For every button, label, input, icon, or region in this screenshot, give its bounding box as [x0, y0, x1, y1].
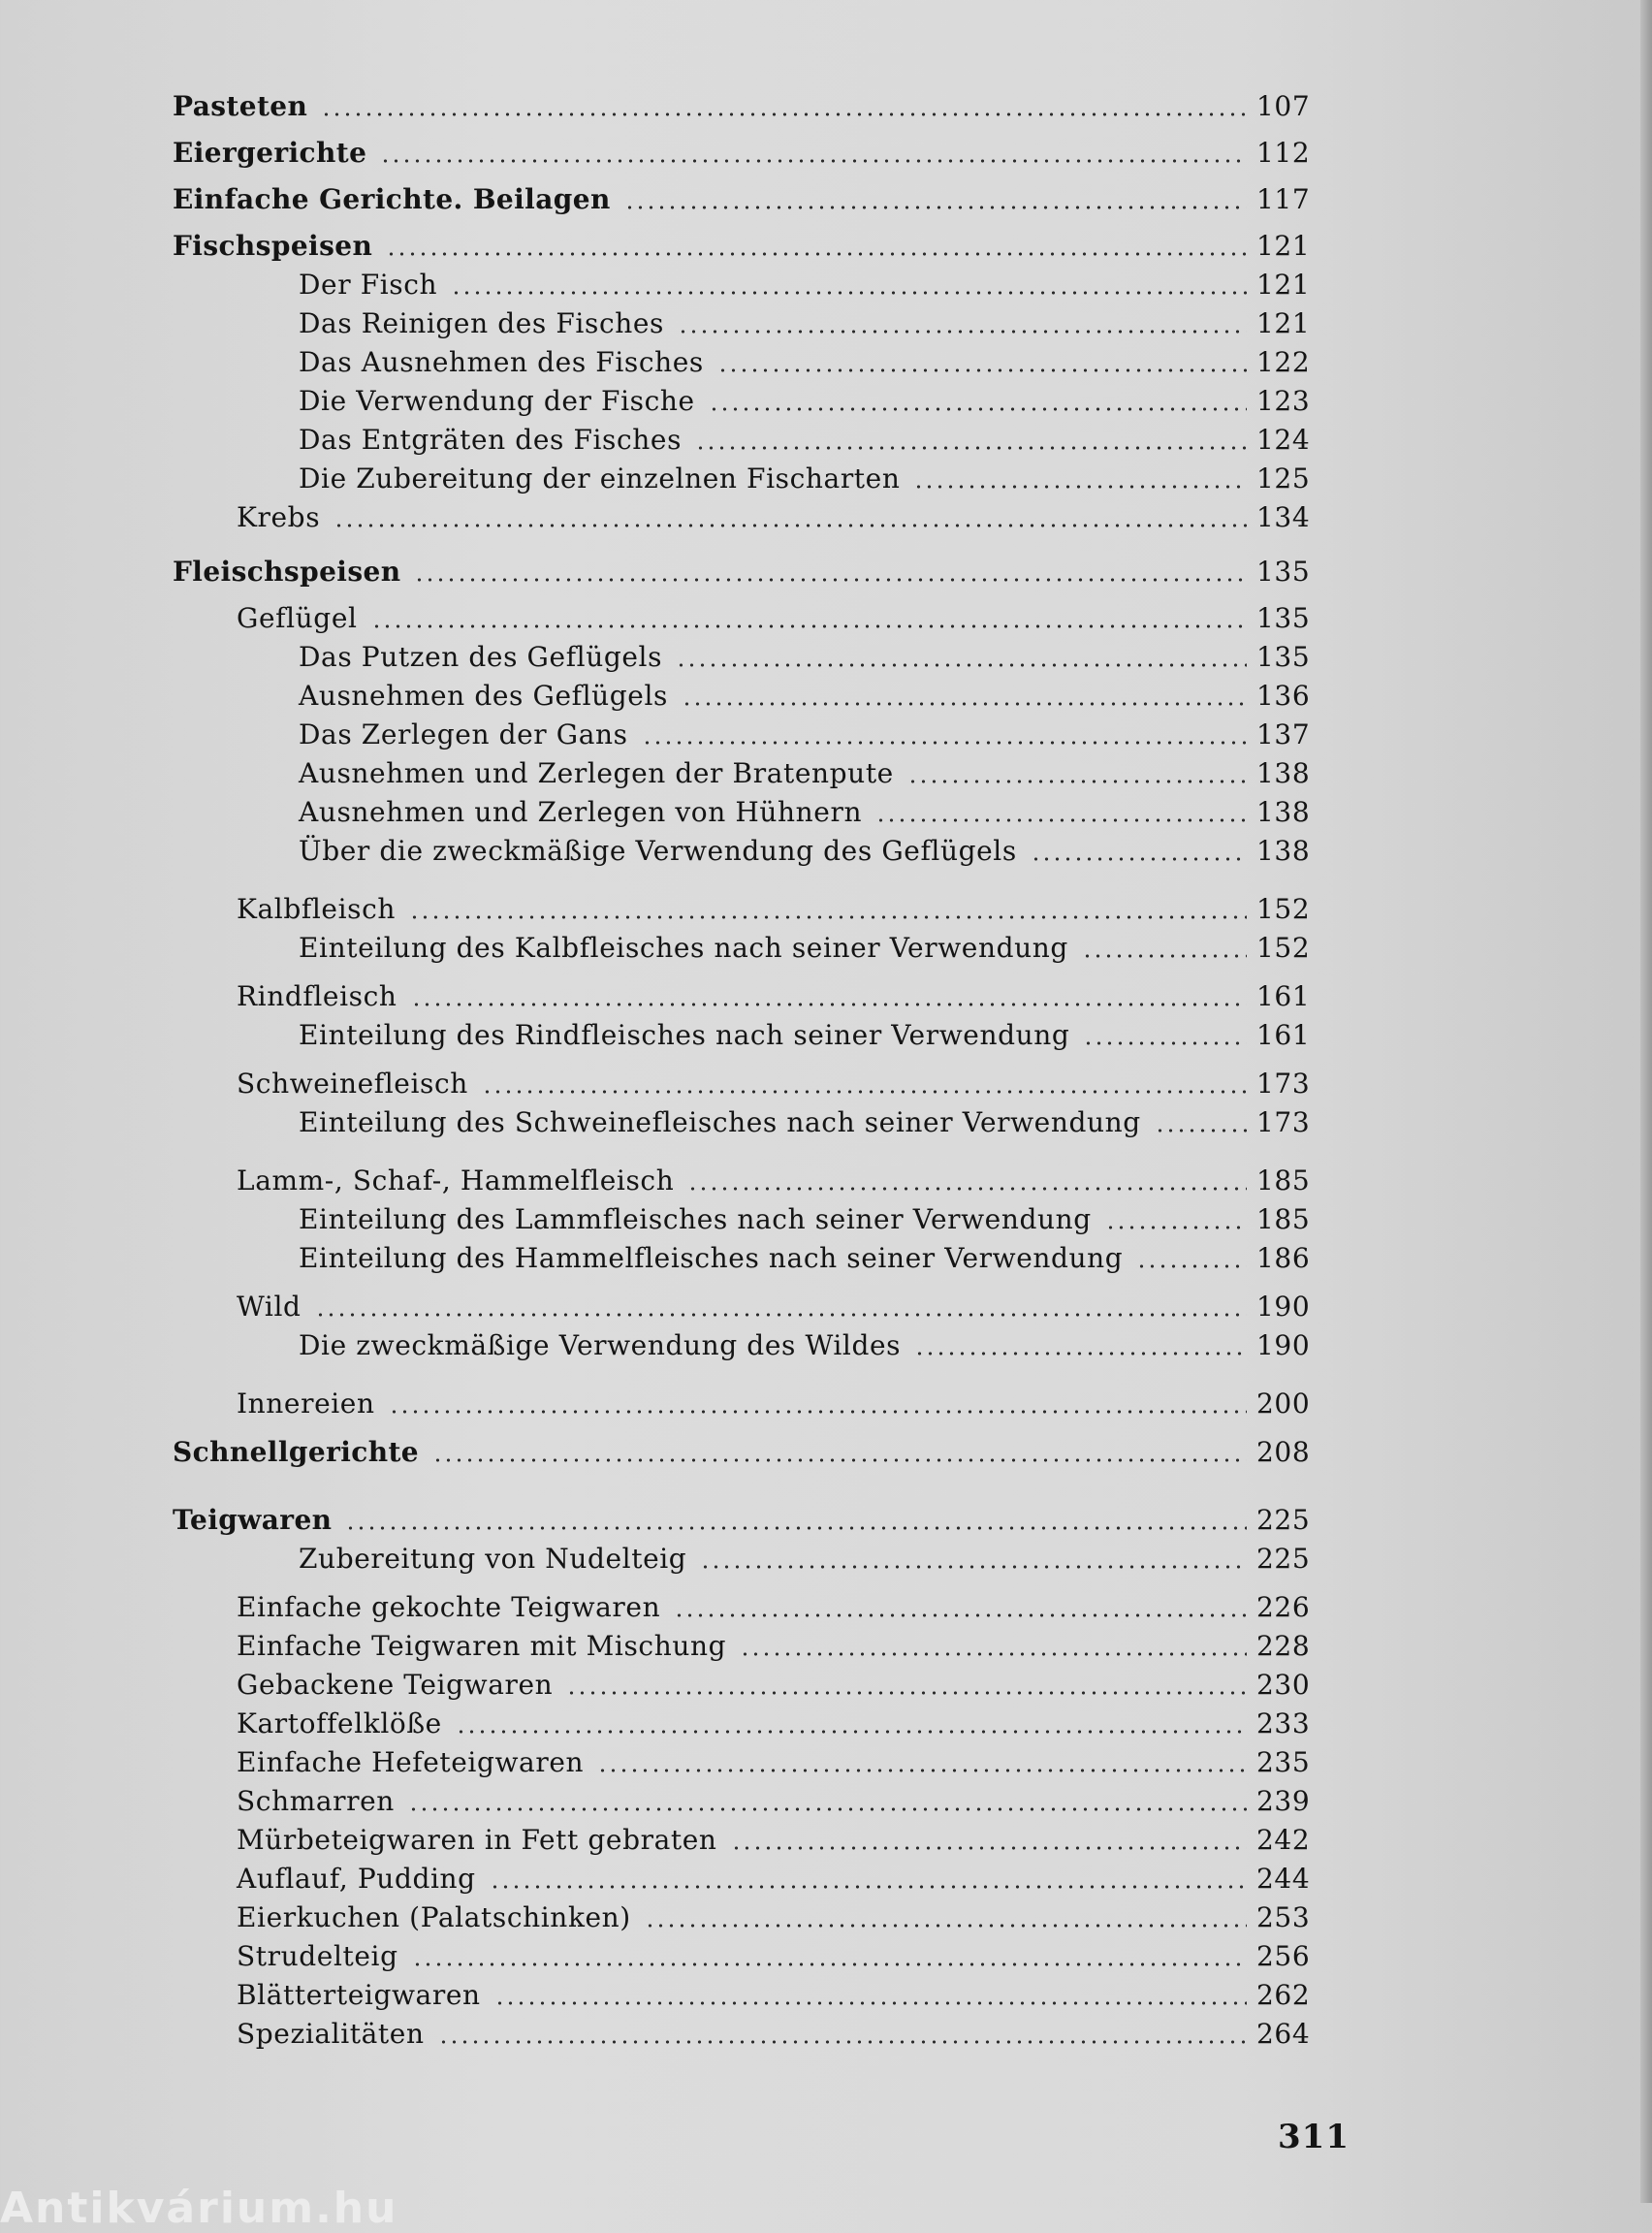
toc-entry — [173, 543, 1317, 586]
toc-entry-page: 134 — [1256, 501, 1311, 533]
toc-entry — [299, 1006, 1317, 1049]
toc-entry-title: Einfache Gerichte. Beilagen — [173, 183, 611, 215]
toc-entry-page: 136 — [1256, 680, 1311, 712]
toc-entry-page: 135 — [1256, 602, 1311, 634]
toc-entry-title: Das Reinigen des Fisches — [299, 307, 665, 339]
toc-entry — [299, 706, 1317, 749]
toc-entry — [237, 1850, 1317, 1893]
toc-entry-page: 228 — [1256, 1630, 1311, 1662]
dot-leader — [624, 206, 1247, 209]
toc-entry — [237, 1656, 1317, 1699]
toc-entry-page: 264 — [1256, 2018, 1311, 2050]
toc-entry-page: 117 — [1256, 183, 1311, 215]
page-number: 311 — [1278, 2118, 1350, 2156]
toc-entry — [299, 783, 1317, 826]
toc-entry — [299, 1229, 1317, 1272]
dot-leader — [334, 524, 1247, 527]
toc-entry — [299, 822, 1317, 865]
toc-entry-page: 239 — [1256, 1785, 1311, 1817]
toc-entry-title: Ausnehmen und Zerlegen von Hühnern — [299, 796, 863, 828]
toc-entry — [237, 1152, 1317, 1195]
toc-entry — [237, 1734, 1317, 1776]
toc-entry-page: 138 — [1256, 835, 1311, 867]
toc-entry-page: 138 — [1256, 796, 1311, 828]
toc-entry-title: Teigwaren — [173, 1504, 333, 1536]
toc-entry-title: Das Ausnehmen des Fisches — [299, 346, 704, 378]
toc-entry — [299, 1191, 1317, 1233]
toc-entry-page: 173 — [1256, 1106, 1311, 1138]
toc-entry-title: Das Zerlegen der Gans — [299, 718, 628, 750]
toc-entry-title: Das Putzen des Geflügels — [299, 641, 663, 673]
toc-entry-page: 138 — [1256, 757, 1311, 789]
toc-entry-page: 121 — [1256, 307, 1311, 339]
dot-leader — [380, 159, 1247, 163]
toc-entry-page: 185 — [1256, 1203, 1311, 1235]
toc-entry — [299, 745, 1317, 787]
toc-entry — [173, 124, 1317, 167]
page-edge-shadow — [1640, 0, 1652, 2203]
dot-leader — [700, 1565, 1247, 1569]
toc-entry-page: 225 — [1256, 1543, 1311, 1575]
toc-entry-title: Einteilung des Schweinefleisches nach seiner Verwendung — [299, 1106, 1141, 1138]
toc-entry-title: Einteilung des Rindfleisches nach seiner Verwendung — [299, 1019, 1070, 1051]
toc-entry-title: Kartoffelklöße — [237, 1707, 442, 1739]
toc-entry — [299, 1317, 1317, 1359]
toc-entry-page: 230 — [1256, 1669, 1311, 1701]
toc-entry-page: 152 — [1256, 932, 1311, 964]
toc-entry-title: Mürbeteigwaren in Fett gebraten — [237, 1824, 717, 1856]
toc-entry-title: Kalbfleisch — [237, 893, 397, 925]
toc-entry — [173, 217, 1317, 260]
toc-entry-page: 122 — [1256, 346, 1311, 378]
toc-entry-page: 121 — [1256, 269, 1311, 301]
toc-entry-title: Die Zubereitung der einzelnen Fischarten — [299, 463, 901, 494]
toc-entry — [299, 667, 1317, 710]
toc-entry-page: 161 — [1256, 980, 1311, 1012]
toc-entry-page: 121 — [1256, 230, 1311, 262]
dot-leader — [438, 2040, 1247, 2044]
toc-entry — [237, 1055, 1317, 1098]
toc-entry — [299, 1094, 1317, 1136]
toc-entry-page: 152 — [1256, 893, 1311, 925]
toc-entry-title: Schweinefleisch — [237, 1068, 468, 1100]
dot-leader — [414, 578, 1247, 582]
toc-entry-page: 190 — [1256, 1329, 1311, 1361]
toc-entry-page: 185 — [1256, 1164, 1311, 1196]
toc-entry-title: Ausnehmen des Geflügels — [299, 680, 668, 712]
toc-entry — [237, 1278, 1317, 1321]
toc-entry-title: Eierkuchen (Palatschinken) — [237, 1901, 631, 1933]
toc-entry-title: Die zweckmäßige Verwendung des Wildes — [299, 1329, 902, 1361]
toc-entry-page: 233 — [1256, 1707, 1311, 1739]
toc-entry-page: 200 — [1256, 1388, 1311, 1420]
dot-leader — [914, 1352, 1247, 1356]
toc-entry-page: 244 — [1256, 1863, 1311, 1895]
toc-entry-page: 225 — [1256, 1504, 1311, 1536]
toc-entry-page: 235 — [1256, 1746, 1311, 1778]
toc-entry — [237, 1617, 1317, 1660]
toc-entry-title: Strudelteig — [237, 1940, 398, 1972]
toc-entry-page: 242 — [1256, 1824, 1311, 1856]
dot-leader — [1136, 1264, 1247, 1268]
toc-entry-page: 123 — [1256, 385, 1311, 417]
toc-entry-title: Spezialitäten — [237, 2018, 425, 2050]
toc-entry-title: Zubereitung von Nudelteig — [299, 1543, 687, 1575]
toc-entry — [237, 1375, 1317, 1418]
toc-entry — [299, 295, 1317, 337]
dot-leader — [1155, 1129, 1247, 1132]
toc-entry-page: 137 — [1256, 718, 1311, 750]
toc-entry-title: Geflügel — [237, 602, 358, 634]
toc-entry-page: 190 — [1256, 1291, 1311, 1323]
toc-entry — [173, 78, 1317, 120]
toc-entry — [237, 1772, 1317, 1815]
toc-entry-title: Einteilung des Hammelfleisches nach seiner Verwendung — [299, 1242, 1124, 1274]
toc-entry-title: Einteilung des Kalbfleisches nach seiner Verwendung — [299, 932, 1068, 964]
toc-entry — [299, 372, 1317, 415]
toc-entry-page: 161 — [1256, 1019, 1311, 1051]
toc-entry-title: Auflauf, Pudding — [237, 1863, 476, 1895]
toc-entry — [237, 590, 1317, 632]
toc-entry-title: Fischspeisen — [173, 230, 373, 262]
toc-entry — [299, 256, 1317, 299]
toc-entry — [299, 450, 1317, 493]
toc-entry-page: 208 — [1256, 1436, 1311, 1468]
toc-entry — [237, 1928, 1317, 1970]
dot-leader — [1083, 1041, 1247, 1045]
toc-entry-title: Rindfleisch — [237, 980, 397, 1012]
toc-entry — [237, 1811, 1317, 1854]
toc-entry — [237, 2005, 1317, 2048]
toc-entry-page: 125 — [1256, 463, 1311, 494]
toc-entry-page: 124 — [1256, 424, 1311, 456]
toc-entry-title: Eiergerichte — [173, 137, 367, 169]
toc-entry — [237, 1695, 1317, 1738]
toc-entry-title: Fleischspeisen — [173, 556, 401, 588]
toc-entry-title: Die Verwendung der Fische — [299, 385, 695, 417]
watermark: Antikvárium.hu — [0, 2184, 398, 2233]
toc-entry — [299, 334, 1317, 376]
toc-entry — [237, 1966, 1317, 2009]
toc-entry-title: Pasteten — [173, 90, 308, 122]
toc-entry-page: 112 — [1256, 137, 1311, 169]
toc-entry-title: Lamm-, Schaf-, Hammelfleisch — [237, 1164, 675, 1196]
toc-entry — [237, 880, 1317, 923]
dot-leader — [321, 112, 1247, 116]
toc-entry — [299, 1530, 1317, 1573]
toc-entry-title: Einfache Hefeteigwaren — [237, 1746, 585, 1778]
toc-entry — [299, 919, 1317, 962]
toc-entry-page: 135 — [1256, 556, 1311, 588]
toc-entry — [299, 411, 1317, 454]
toc-entry-title: Krebs — [237, 501, 321, 533]
toc-entry-title: Schmarren — [237, 1785, 395, 1817]
toc-entry-title: Ausnehmen und Zerlegen der Bratenpute — [299, 757, 894, 789]
toc-entry-title: Innereien — [237, 1388, 375, 1420]
toc-entry-title: Das Entgräten des Fisches — [299, 424, 683, 456]
toc-entry — [237, 1889, 1317, 1931]
toc-entry-title: Einteilung des Lammfleisches nach seiner Verwendung — [299, 1203, 1092, 1235]
toc-entry-title: Gebackene Teigwaren — [237, 1669, 554, 1701]
toc-entry — [237, 968, 1317, 1010]
toc-entry-title: Einfache gekochte Teigwaren — [237, 1591, 661, 1623]
toc-entry-title: Blätterteigwaren — [237, 1979, 481, 2011]
toc-entry-page: 107 — [1256, 90, 1311, 122]
toc-entry-title: Schnellgerichte — [173, 1436, 420, 1468]
toc-entry — [237, 1579, 1317, 1621]
toc-entry-page: 135 — [1256, 641, 1311, 673]
toc-entry-title: Wild — [237, 1291, 302, 1323]
toc-entry-page: 186 — [1256, 1242, 1311, 1274]
toc-entry-title: Der Fisch — [299, 269, 438, 301]
dot-leader — [1082, 954, 1247, 958]
toc-entry — [299, 628, 1317, 671]
dot-leader — [389, 1410, 1247, 1414]
toc-entry-page: 256 — [1256, 1940, 1311, 1972]
dot-leader — [1031, 857, 1247, 861]
toc-entry-page: 173 — [1256, 1068, 1311, 1100]
dot-leader — [432, 1458, 1247, 1462]
toc-entry-title: Über die zweckmäßige Verwendung des Geflügels — [299, 835, 1017, 867]
toc-entry-page: 253 — [1256, 1901, 1311, 1933]
toc-entry-title: Einfache Teigwaren mit Mischung — [237, 1630, 727, 1662]
toc-entry — [237, 489, 1317, 531]
toc-entry-page: 226 — [1256, 1591, 1311, 1623]
toc-entry — [173, 1491, 1317, 1534]
toc-entry — [173, 1423, 1317, 1466]
toc-entry — [173, 171, 1317, 213]
toc-entry-page: 262 — [1256, 1979, 1311, 2011]
